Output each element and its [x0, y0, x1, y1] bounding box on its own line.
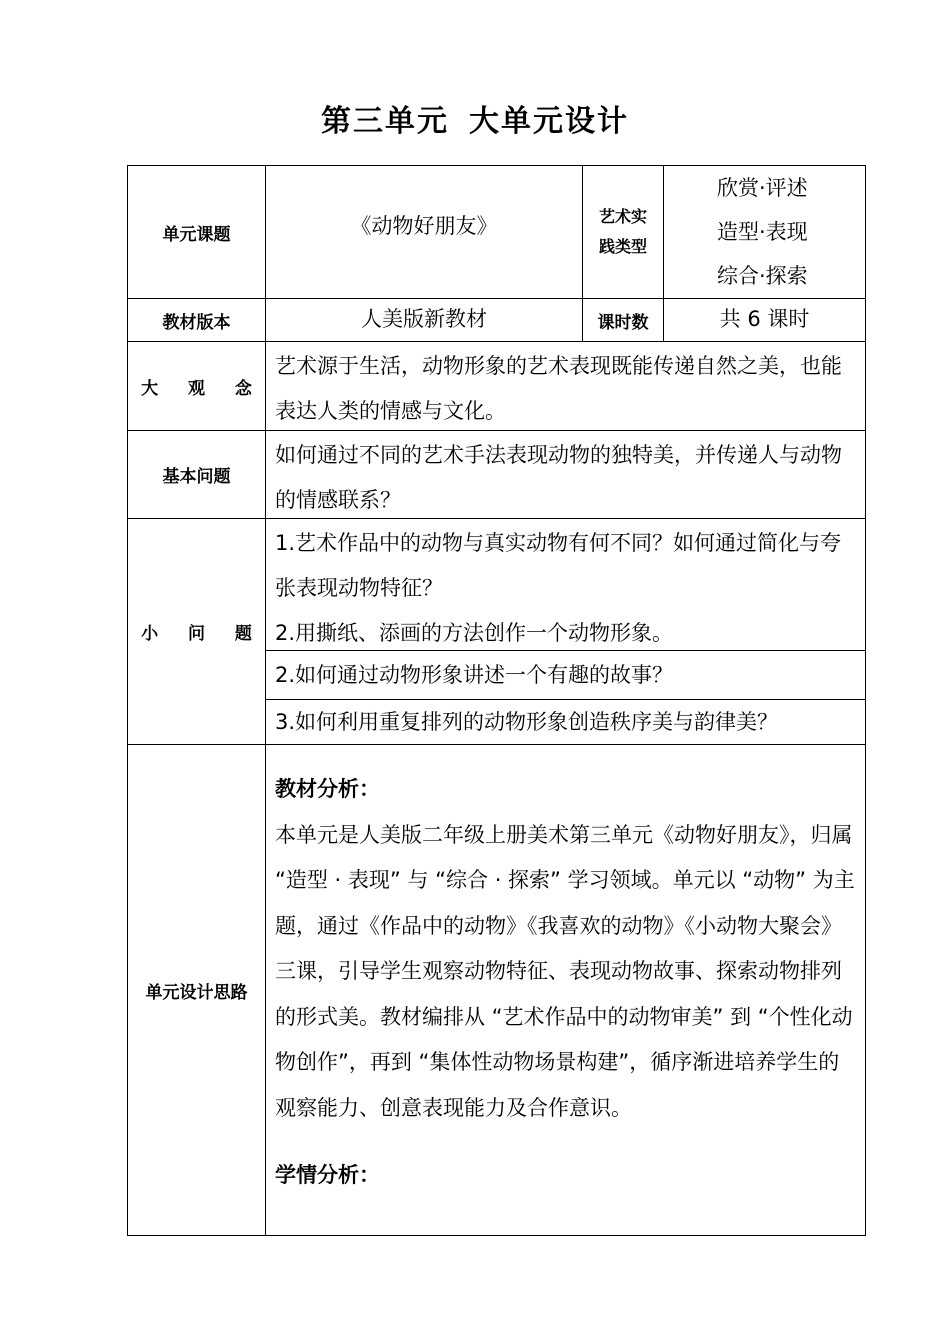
small-question-item: 1.艺术作品中的动物与真实动物有何不同？如何通过简化与夸张表现动物特征？ 2.用撕纸、添画的方法创作一个动物形象。	[265, 518, 866, 651]
small-questions-label: 小 问 题	[127, 518, 266, 745]
art-practice-label: 艺术实践类型	[582, 165, 664, 299]
unit-topic-value: 《动物好朋友》	[265, 165, 583, 299]
small-question-item: 2.如何通过动物形象讲述一个有趣的故事？	[265, 650, 866, 700]
big-idea-label: 大 观 念	[127, 341, 266, 431]
basic-question-text: 如何通过不同的艺术手法表现动物的独特美，并传递人与动物的情感联系？	[265, 430, 866, 519]
page-title-part2: 大单元设计	[469, 104, 629, 139]
unit-topic-label: 单元课题	[127, 165, 266, 299]
art-practice-type-item: 欣赏·评述	[717, 176, 808, 200]
design-paragraph-textbook-analysis: 本单元是人美版二年级上册美术第三单元《动物好朋友》，归属 “造型 · 表现” 与 “综合 · 探索” 学习领域。单元以 “动物” 为主题，通过《作品中的动物》《我喜欢的动物》《小动物大聚会》三课，引导学生观察动物特征、表现动物故事、探索动物排列的形式美。教材编排从 “艺术作品中的动物审美” 到 “个性化动物创作”，再到 “集体性动物场景构建”，循序渐进培养学生的观察能力、创意表现能力及合作意识。	[275, 822, 855, 1120]
textbook-value: 人美版新教材	[265, 298, 583, 342]
design-label: 单元设计思路	[127, 744, 266, 1236]
art-practice-types	[663, 165, 866, 299]
big-idea-text: 艺术源于生活，动物形象的艺术表现既能传递自然之美，也能表达人类的情感与文化。	[265, 341, 866, 431]
design-heading-student-analysis: 学情分析：	[275, 1163, 380, 1187]
art-practice-type-list	[717, 166, 808, 298]
hours-label: 课时数	[582, 298, 664, 342]
small-question-item: 3.如何利用重复排列的动物形象创造秩序美与韵律美？	[265, 699, 866, 745]
design-heading-textbook-analysis: 教材分析：	[275, 777, 380, 801]
art-practice-type-item: 综合·探索	[717, 264, 808, 288]
hours-value: 共 6 课时	[663, 298, 866, 342]
design-content	[265, 744, 866, 1236]
page-title-part1: 第三单元	[321, 104, 449, 139]
textbook-label: 教材版本	[127, 298, 266, 342]
art-practice-type-item: 造型·表现	[717, 220, 808, 244]
basic-question-label: 基本问题	[127, 430, 266, 519]
